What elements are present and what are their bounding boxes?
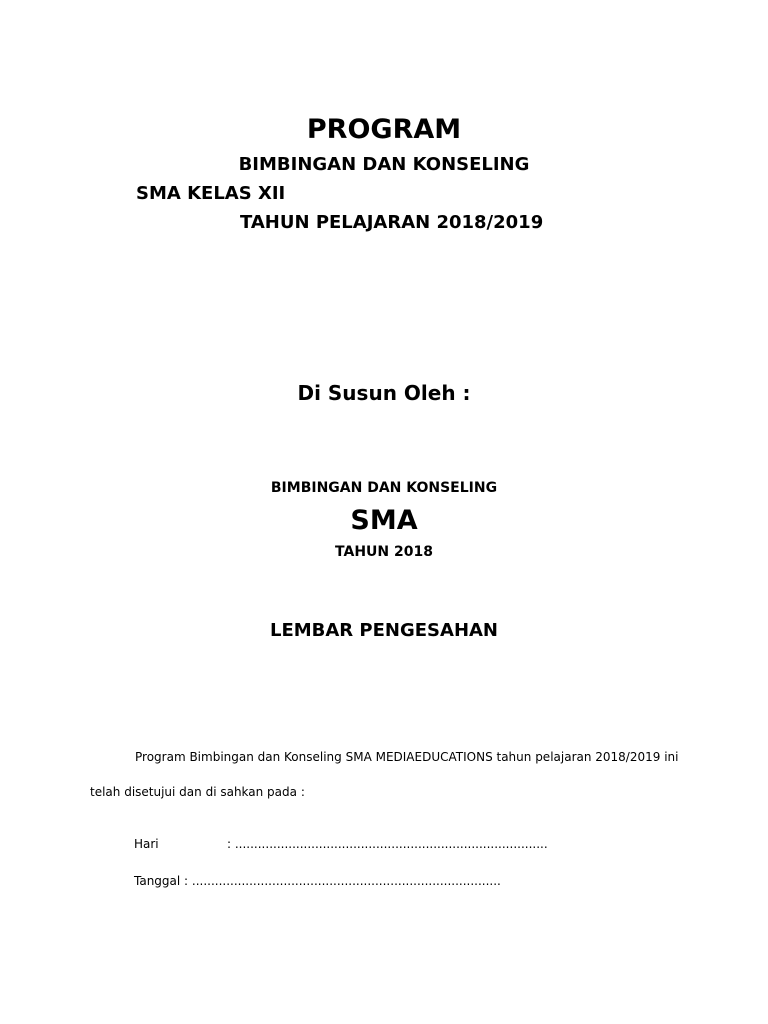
document-subtitle-program: BIMBINGAN DAN KONSELING bbox=[238, 154, 530, 175]
date-fill-line: Tanggal : ................................................................................. bbox=[134, 874, 501, 888]
compiled-by-label: Di Susun Oleh : bbox=[297, 381, 471, 405]
author-department: BIMBINGAN DAN KONSELING bbox=[270, 480, 498, 496]
approval-paragraph-line-2: telah disetujui dan di sahkan pada : bbox=[90, 785, 305, 799]
author-year: TAHUN 2018 bbox=[335, 544, 433, 560]
document-subtitle-class: SMA KELAS XII bbox=[136, 183, 286, 204]
author-school: SMA bbox=[350, 505, 418, 536]
document-subtitle-year: TAHUN PELAJARAN 2018/2019 bbox=[240, 212, 544, 233]
approval-heading: LEMBAR PENGESAHAN bbox=[269, 620, 499, 641]
approval-paragraph-line-1: Program Bimbingan dan Konseling SMA MEDIAEDUCATIONS tahun pelajaran 2018/2019 ini bbox=[135, 750, 679, 764]
day-fill-line: : .................................................................................. bbox=[227, 837, 548, 851]
day-label: Hari bbox=[134, 837, 159, 851]
document-title: PROGRAM bbox=[306, 114, 462, 145]
